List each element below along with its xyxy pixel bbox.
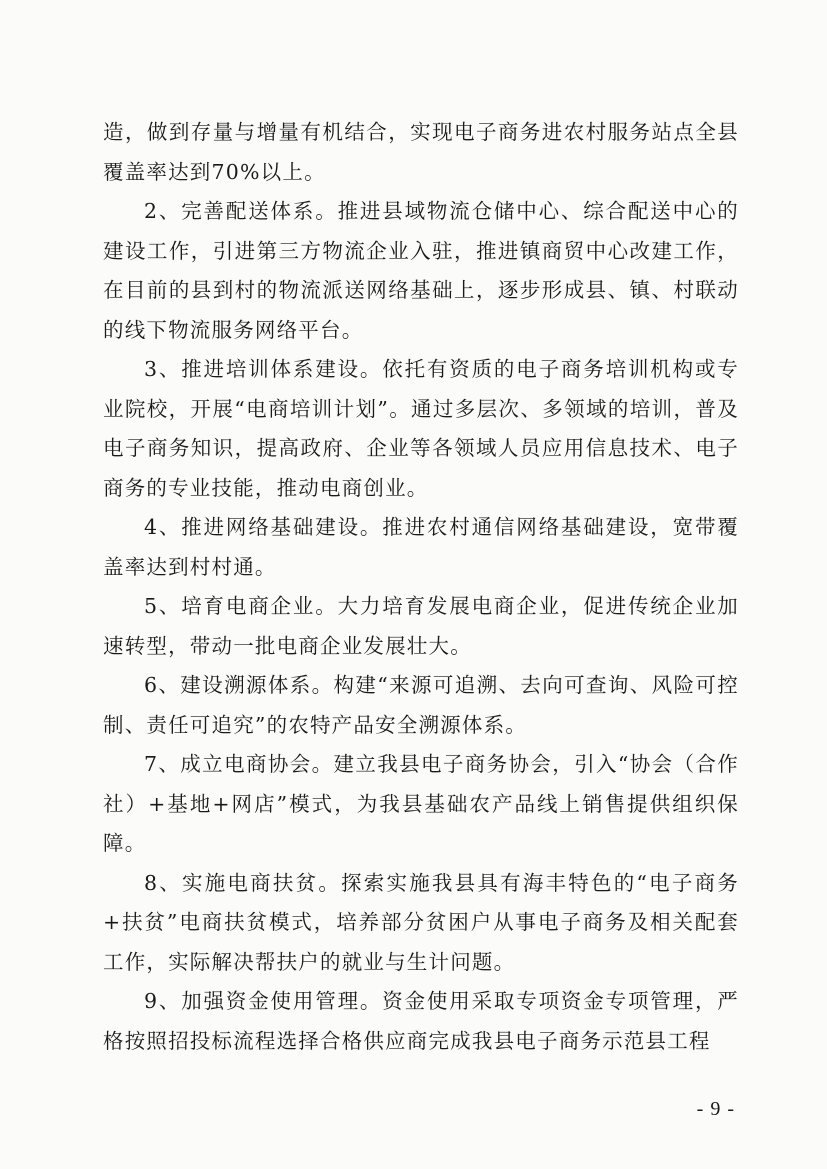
paragraph-item-3: 3、推进培训体系建设。依托有资质的电子商务培训机构或专业院校，开展“电商培训计划”。通过多层次、多领域的培训，普及电子商务知识，提高政府、企业等各领域人员应用信息技术、电子商务的专业技能，推动电商创业。 (103, 357, 739, 500)
paragraph-item-2: 2、完善配送体系。推进县域物流仓储中心、综合配送中心的建设工作，引进第三方物流企业入驻，推进镇商贸中心改建工作，在目前的县到村的物流派送网络基础上，逐步形成县、镇、村联动的线下物流服务网络平台。 (103, 199, 739, 342)
paragraph-item-8: 8、实施电商扶贫。探索实施我县具有海丰特色的“电子商务+扶贫”电商扶贫模式，培养部分贫困户从事电子商务及相关配套工作，实际解决帮扶户的就业与生计问题。 (103, 870, 739, 974)
paragraph-continuation: 造，做到存量与增量有机结合，实现电子商务进农村服务站点全县覆盖率达到70%以上。 (103, 120, 739, 184)
paragraph-item-5: 5、培育电商企业。大力培育发展电商企业，促进传统企业加速转型，带动一批电商企业发展壮大。 (103, 594, 739, 658)
paragraph-item-9: 9、加强资金使用管理。资金使用采取专项资金专项管理，严格按照招投标流程选择合格供应商完成我县电子商务示范县工程 (103, 989, 739, 1053)
paragraph-item-6: 6、建设溯源体系。构建“来源可追溯、去向可查询、风险可控制、责任可追究”的农特产品安全溯源体系。 (103, 673, 739, 737)
page-number: - 9 - (696, 1098, 735, 1120)
paragraph-item-4: 4、推进网络基础建设。推进农村通信网络基础建设，宽带覆盖率达到村村通。 (103, 515, 739, 579)
document-body (103, 113, 739, 1061)
paragraph-item-7: 7、成立电商协会。建立我县电子商务协会，引入“协会（合作社）+基地+网店”模式，为我县基础农产品线上销售提供组织保障。 (103, 752, 739, 855)
